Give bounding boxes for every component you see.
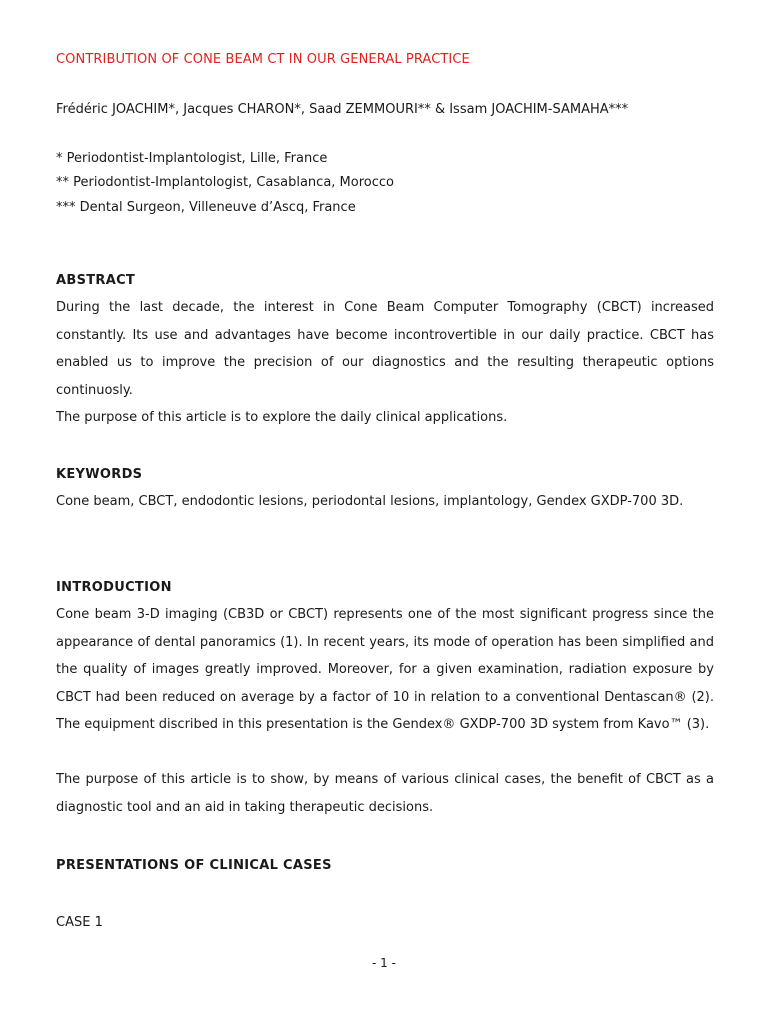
keywords-heading: KEYWORDS — [56, 467, 143, 482]
introduction-heading: INTRODUCTION — [56, 580, 172, 595]
affiliation-3: *** Dental Surgeon, Villeneuve d’Ascq, France — [56, 200, 356, 215]
keywords-text: Cone beam, CBCT, endodontic lesions, periodontal lesions, implantology, Gendex GXDP-700 3D. — [56, 494, 684, 509]
page-number: - 1 - — [372, 956, 396, 970]
introduction-paragraph-2: The purpose of this article is to show, by means of various clinical cases, the benefit of CBCT as a diagnostic tool and an aid in taking therapeutic decisions. — [56, 772, 714, 815]
clinical-cases-heading: PRESENTATIONS OF CLINICAL CASES — [56, 858, 332, 873]
abstract-paragraph-2: The purpose of this article is to explore the daily clinical applications. — [56, 410, 508, 425]
introduction-paragraph-1: Cone beam 3-D imaging (CB3D or CBCT) represents one of the most significant progress since the appearance of dental panoramics (1). In recent years, its mode of operation has been simplified and the quality of images greatly improved. Moreover, for a given examination, radiation exposure by CBCT had been reduced on average by a factor of 10 in relation to a conventional Dentascan® (2). The equipment discribed in this presentation is the Gendex® GXDP-700 3D system from Kavo™ (3). — [56, 607, 714, 732]
paper-title: CONTRIBUTION OF CONE BEAM CT IN OUR GENERAL PRACTICE — [56, 52, 470, 67]
abstract-heading: ABSTRACT — [56, 273, 136, 288]
abstract-paragraph-1: During the last decade, the interest in Cone Beam Computer Tomography (CBCT) increased constantly. Its use and advantages have become incontrovertible in our daily practice. CBCT has enabled us to improve the precision of our diagnostics and the resulting therapeutic options continuosly. — [56, 300, 714, 398]
affiliation-2: ** Periodontist-Implantologist, Casablanca, Morocco — [56, 175, 394, 190]
author-list: Frédéric JOACHIM*, Jacques CHARON*, Saad ZEMMOURI** & Issam JOACHIM-SAMAHA*** — [56, 102, 629, 117]
affiliation-1: * Periodontist-Implantologist, Lille, France — [56, 151, 328, 166]
case-label: CASE 1 — [56, 915, 103, 930]
